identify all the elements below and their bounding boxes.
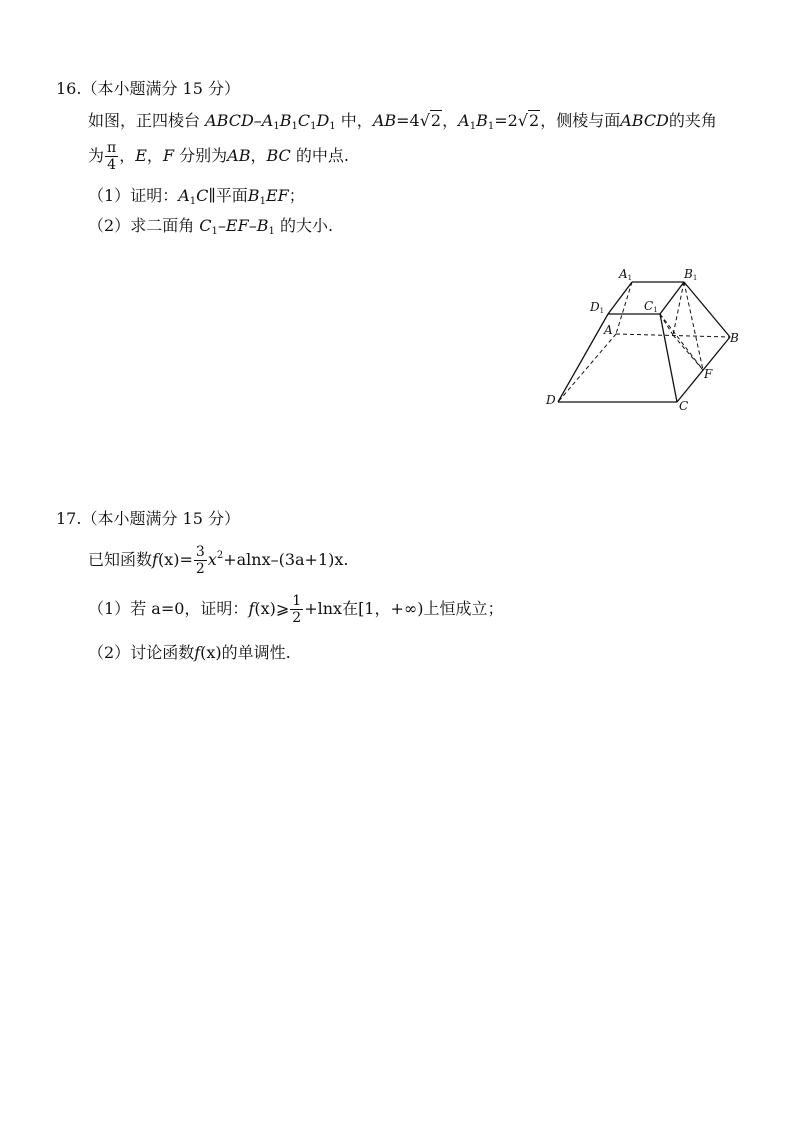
label-a1: A1 [619, 267, 633, 282]
fraction-3-over-2: $\frac{3}{2}$ [195, 544, 205, 577]
score-note: （本小题满分 15 分） [81, 509, 240, 528]
label-b: B [730, 331, 739, 345]
sqrt-symbol: √2 [419, 111, 442, 130]
label-c1: C1 [644, 299, 658, 314]
part-2: （2）求二面角 $C_1-EF-B_1$ 的大小. [88, 216, 334, 237]
hidden-line-c1f [660, 314, 703, 370]
label-f: F [704, 367, 713, 381]
part-2: （2）讨论函数f(x)的单调性. [88, 643, 291, 662]
label-c: C [679, 399, 689, 413]
function-definition: 已知函数f(x)= $\frac{3}{2}$ $x^2+alnx-(3a+1)x$. [88, 544, 349, 577]
part-1: （1）证明：$A_1C\parallel$平面$B_1EF$； [88, 186, 305, 207]
frustum-figure [540, 262, 750, 422]
question-number: 17. [56, 509, 82, 528]
label-b1: B1 [684, 267, 698, 282]
sqrt-symbol: √2 [517, 111, 540, 130]
label-d: D [546, 393, 556, 407]
problem-statement-line-2: 为 $\frac{\pi}{4}$ ，E，F 分别为AB，BC 的中点. [88, 140, 349, 173]
edge-d1d [558, 314, 608, 402]
question-16-header [56, 78, 753, 100]
problem-statement-line-1: 如图，正四棱台 ABCD–$A_1B_1C_1D_1$ 中，AB=4√2，$A_1B_1=2√2$，侧棱与面ABCD的夹角 [88, 111, 717, 132]
score-note: （本小题满分 15 分） [81, 79, 240, 98]
hidden-line-b1f [684, 282, 703, 370]
hidden-edge-a1a [616, 282, 632, 334]
edge-d1a1 [608, 282, 632, 314]
question-17-header [56, 508, 753, 530]
question-17 [56, 508, 753, 664]
question-number: 16. [56, 79, 82, 98]
fraction-1-over-2: $\frac{1}{2}$ [292, 593, 302, 626]
label-d1: D1 [590, 300, 605, 315]
label-a: A [604, 323, 613, 337]
edge-b1b [684, 282, 730, 337]
part-1: （1）若 a=0，证明：f(x)⩾ $\frac{1}{2}$ +lnx在[1，+∞)上恒成立； [88, 593, 504, 626]
question-16 [56, 78, 753, 237]
fraction-pi-over-4: $\frac{\pi}{4}$ [107, 140, 117, 173]
hidden-edge-ad [558, 334, 616, 402]
